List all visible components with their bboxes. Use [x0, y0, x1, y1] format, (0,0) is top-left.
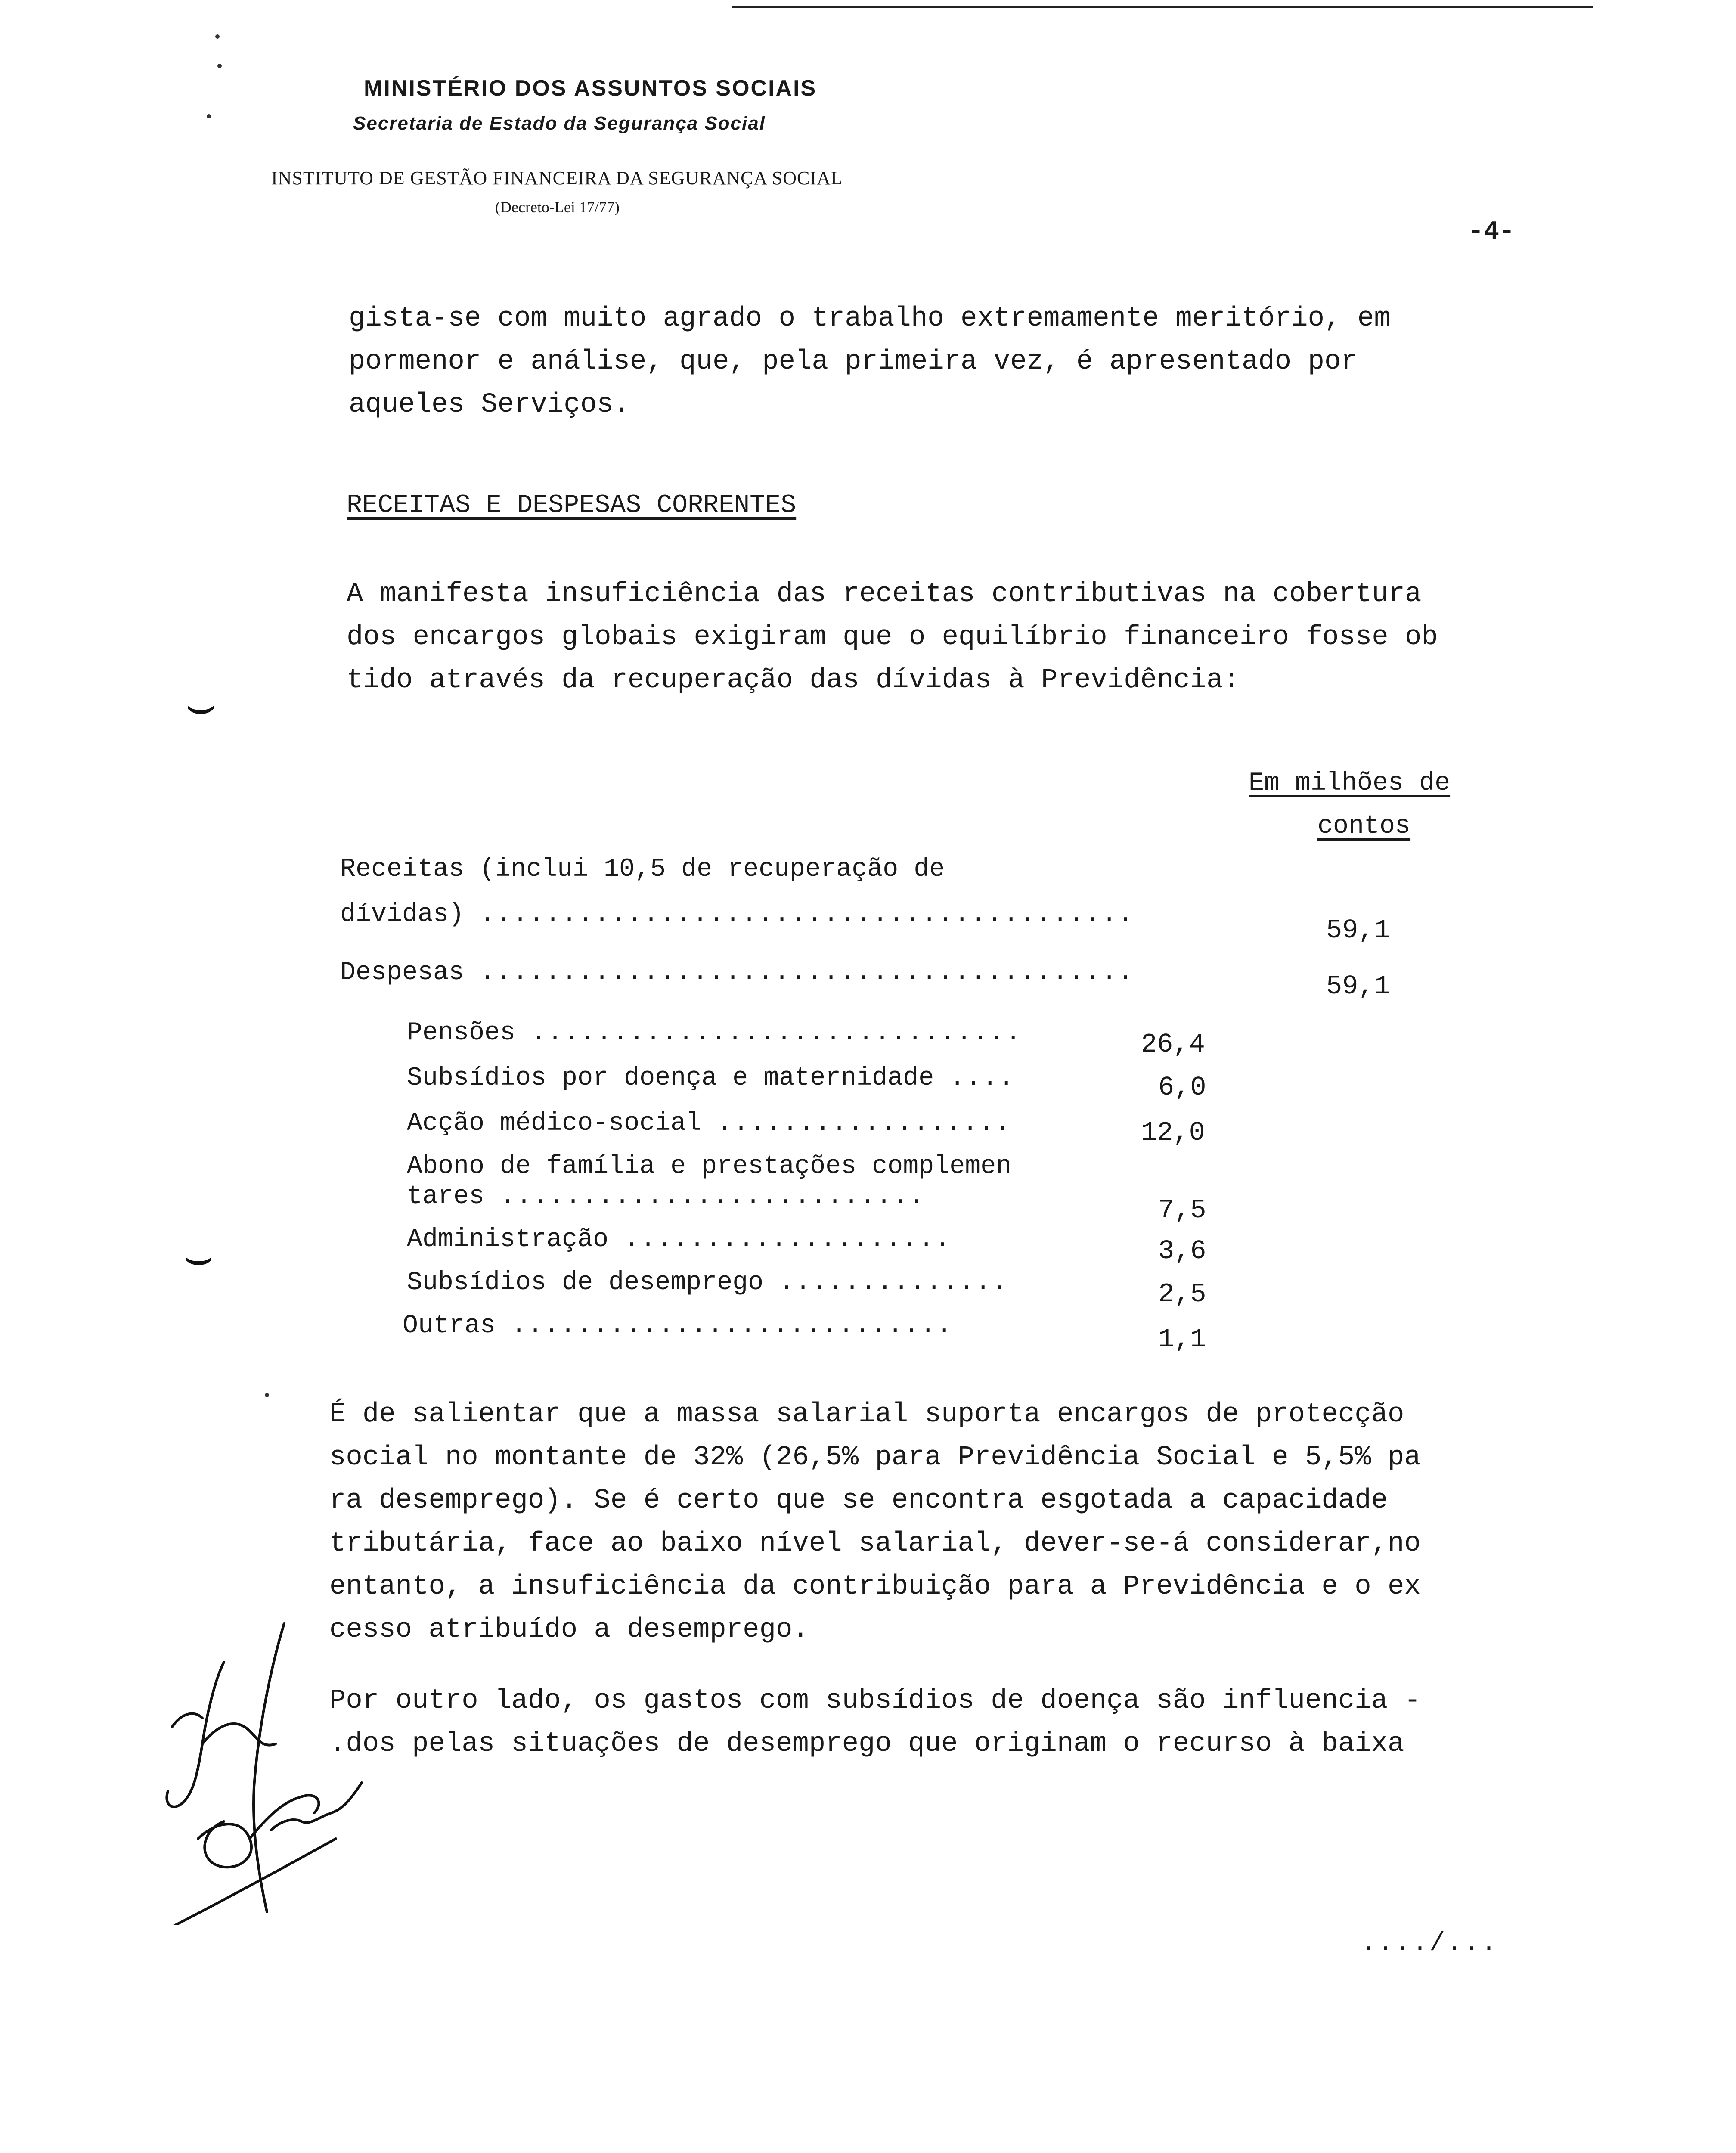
leader-dots: ........................................: [480, 900, 1135, 929]
page-number: -4-: [1468, 217, 1515, 247]
secretaria-subtitle: Secretaria de Estado da Segurança Social: [353, 113, 766, 134]
leader-dots: ..........................: [500, 1182, 926, 1211]
leader-dots: ..............................: [531, 1018, 1022, 1048]
top-rule: [732, 6, 1593, 8]
item-value: 3,6: [1158, 1236, 1206, 1266]
item-label: Subsídios por doença e maternidade: [407, 1064, 934, 1093]
leader-dots: ..................: [717, 1109, 1012, 1138]
text-line: pormenor e análise, que, pela primeira vez, é apresentado por: [349, 346, 1358, 377]
text-line: A manifesta insuficiência das receitas contributivas na cobertura: [347, 579, 1422, 610]
item-label: Administração: [407, 1225, 609, 1254]
item-label: Acção médico-social: [407, 1109, 702, 1138]
item-row: [407, 1064, 1015, 1093]
instituto-title: INSTITUTO DE GESTÃO FINANCEIRA DA SEGURANÇA SOCIAL: [271, 168, 843, 189]
receitas-label-line1: Receitas (inclui 10,5 de recuperação de: [340, 855, 945, 884]
unit-label-line1: Em milhões de: [1249, 769, 1451, 798]
text-line: cesso atribuído a desemprego.: [329, 1614, 809, 1645]
decreto-reference: (Decreto-Lei 17/77): [495, 199, 620, 216]
leader-dots: ........................................: [480, 958, 1135, 987]
receitas-value: 59,1: [1326, 915, 1390, 946]
receitas-label-line2: dívidas): [340, 900, 465, 929]
section-paragraph: [347, 573, 1488, 702]
text-line: entanto, a insuficiência da contribuição para a Previdência e o ex: [329, 1571, 1421, 1602]
item-row: [407, 1182, 925, 1211]
section-heading: RECEITAS E DESPESAS CORRENTES: [347, 491, 797, 520]
item-row: [407, 1225, 951, 1254]
text-line: tido através da recuperação das dívidas à Previdência:: [347, 665, 1240, 696]
item-label: Subsídios de desemprego: [407, 1268, 764, 1297]
continuation-marker: ..../...: [1361, 1929, 1499, 1958]
leader-dots: ...........................: [511, 1311, 953, 1340]
item-label-line1: Abono de família e prestações complemen: [407, 1152, 1012, 1181]
receitas-row: [340, 900, 1134, 929]
text-line: social no montante de 32% (26,5% para Previdência Social e 5,5% pa: [329, 1442, 1421, 1473]
paragraph-salarial: [329, 1393, 1488, 1651]
despesas-label: Despesas: [340, 958, 465, 987]
item-value: 2,5: [1158, 1279, 1206, 1309]
ministry-title: MINISTÉRIO DOS ASSUNTOS SOCIAIS: [364, 76, 817, 101]
handwritten-signature: [129, 1615, 396, 1925]
text-line: tributária, face ao baixo nível salarial, dever-se-á considerar,no: [329, 1528, 1421, 1559]
item-value: 26,4: [1141, 1029, 1205, 1060]
item-value: 7,5: [1158, 1195, 1206, 1225]
leader-dots: ....: [949, 1064, 1015, 1093]
text-line: É de salientar que a massa salarial suporta encargos de protecção: [329, 1399, 1404, 1430]
text-line: aqueles Serviços.: [349, 389, 630, 420]
item-value: 6,0: [1158, 1072, 1206, 1103]
item-row: [407, 1268, 1008, 1297]
item-value: 12,0: [1141, 1117, 1205, 1148]
text-line: ra desemprego). Se é certo que se encontra esgotada a capacidade: [329, 1485, 1388, 1516]
text-line: dos encargos globais exigiram que o equilíbrio financeiro fosse ob: [347, 622, 1438, 653]
margin-bracket-mark: ⌣: [183, 1230, 214, 1283]
text-line: Por outro lado, os gastos com subsídios de doença são influencia -: [329, 1685, 1421, 1716]
margin-speck: [265, 1393, 269, 1397]
item-value: 1,1: [1158, 1324, 1206, 1355]
text-line: gista-se com muito agrado o trabalho extremamente meritório, em: [349, 303, 1391, 334]
despesas-row: [340, 958, 1134, 987]
item-row: [407, 1018, 1022, 1048]
item-label: Outras: [403, 1311, 496, 1340]
margin-speck: [217, 64, 222, 68]
paragraph-doenca: [329, 1679, 1488, 1765]
margin-speck: [215, 34, 220, 39]
text-line: .dos pelas situações de desemprego que originam o recurso à baixa: [329, 1728, 1404, 1759]
item-label: Pensões: [407, 1018, 516, 1048]
despesas-value: 59,1: [1326, 971, 1390, 1002]
item-label: tares: [407, 1182, 485, 1211]
leader-dots: ..............: [779, 1268, 1008, 1297]
unit-label-line2: contos: [1318, 812, 1411, 841]
item-row: [403, 1311, 953, 1340]
item-row: [407, 1109, 1011, 1138]
margin-speck: [207, 114, 211, 118]
intro-paragraph: [349, 297, 1477, 426]
leader-dots: ....................: [624, 1225, 952, 1254]
margin-bracket-mark: ⌣: [185, 679, 217, 732]
